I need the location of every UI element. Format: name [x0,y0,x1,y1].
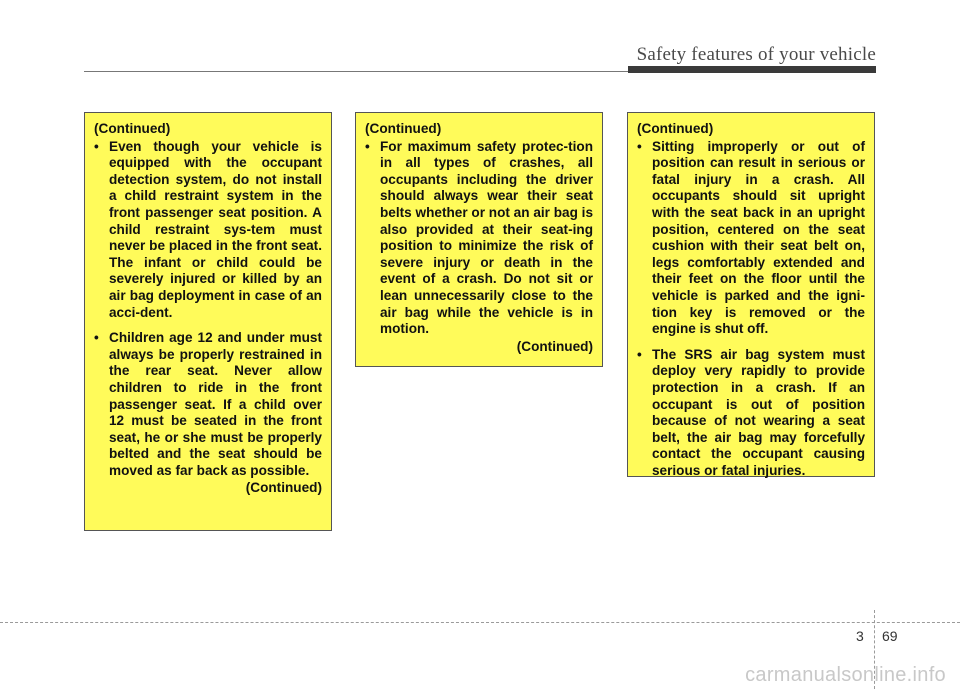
section-title: Safety features of your vehicle [636,44,876,65]
bullet-item: • For maximum safety protec-tion in all types of crashes, all occupants including the driver should always wear their seat belts whether or not an air bag is also provided at their seat-ing position to minimize the risk of severe injury or death in the event of a crash. Do not sit or lean unnecessarily close to the air bag while the vehicle is in motion. [364,139,593,338]
bullet-item: • The SRS air bag system must deploy very rapidly to provide protection in a crash. If an occupant is out of position because of not wearing a seat belt, the air bag may forcefully contact the occupant causing serious or fatal injuries. [636,347,865,480]
header-bar [628,66,876,73]
box-heading: (Continued) [365,121,442,136]
bullet-item: • Even though your vehicle is equipped with the occupant detection system, do not install a child restraint system in the front passenger seat position. A child restraint sys-tem must never be placed in the front seat. The infant or child could be severely injured or killed by an air bag deployment in case of an acci-dent. [93,139,322,322]
watermark: carmanualsonline.info [745,664,946,686]
warning-box-2 [355,112,603,367]
chapter-number: 3 [856,628,864,644]
page-number: 69 [882,628,898,644]
box-heading: (Continued) [94,121,171,136]
footer-rule [0,622,960,623]
bullet-item: • Sitting improperly or out of position can result in serious or fatal injury in a crash. All occupants should sit upright with the seat back in an upright position, centered on the seat cushion with their seat belt on, legs comfortably extended and their feet on the floor until the vehicle is parked and the igni-tion key is removed or the engine is shut off. [636,139,865,338]
continued-label: (Continued) [516,338,593,354]
warning-box-3 [627,112,875,477]
box-heading: (Continued) [637,121,714,136]
warning-box-1 [84,112,332,531]
continued-label: (Continued) [245,480,322,496]
bullet-item: • Children age 12 and under must always be properly restrained in the rear seat. Never allow children to ride in the front passenger seat. If a child over 12 must be seated in the front seat, he or she must be properly belted and the seat should be moved as far back as possible. [93,330,322,479]
